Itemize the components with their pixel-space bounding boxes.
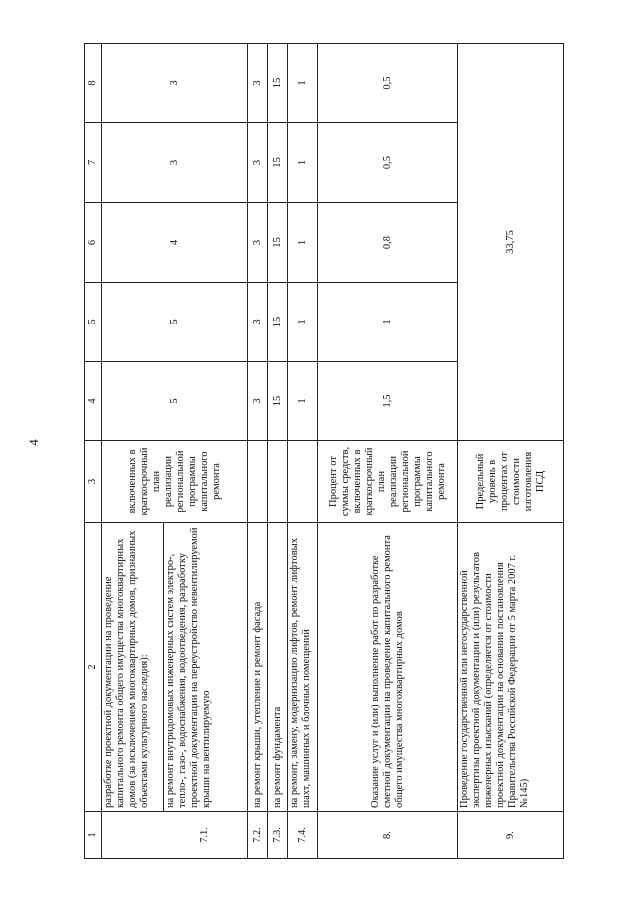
table-row <box>248 44 268 859</box>
row-number: 7.3. <box>268 812 288 859</box>
row-description: на ремонт, замену, модернизацию лифтов, ремонт лифтовых шахт, машинных и блочных помещений <box>288 523 318 812</box>
row-description: на ремонт фундамента <box>268 523 288 812</box>
value-cell: 1,5 <box>318 362 458 441</box>
row-unit: Процент от суммы средств, включенных в краткосрочный план реализации региональной программы капитального ремонта <box>318 441 458 523</box>
column-header: 8 <box>85 44 102 123</box>
value-cell: 3 <box>248 44 268 123</box>
row-number: 8. <box>318 812 458 859</box>
row-number: 7.1. <box>164 812 248 859</box>
value-cell: 15 <box>268 362 288 441</box>
row-description: Оказание услуг и (или) выполнение работ по разработке сметной документации на проведение капитального ремонта общего имущества многоквартирных домов <box>318 523 458 812</box>
table-row <box>458 44 564 859</box>
row-description: разработке проектной документации на проведение капитального ремонта общего имущества многоквартирных домов (за исключением многоквартирных домов, признанных объектами культурного наследия): <box>102 523 164 812</box>
value-cell: 4 <box>102 203 248 283</box>
tariff-table <box>84 43 564 859</box>
table-row <box>288 44 318 859</box>
column-header: 2 <box>85 523 102 812</box>
value-cell: 33,75 <box>458 44 564 441</box>
value-cell: 15 <box>268 283 288 362</box>
value-cell: 1 <box>318 283 458 362</box>
value-cell: 15 <box>268 44 288 123</box>
value-cell: 1 <box>288 362 318 441</box>
value-cell: 3 <box>248 123 268 203</box>
row-number: 7.4. <box>288 812 318 859</box>
row-unit: включенных в краткосрочный план реализации региональной программы капитального ремонта <box>102 441 248 523</box>
value-cell: 15 <box>268 203 288 283</box>
row-number <box>102 812 164 859</box>
row-number: 9. <box>458 812 564 859</box>
rotated-table-container <box>84 44 562 859</box>
column-header: 3 <box>85 441 102 523</box>
value-cell: 3 <box>102 123 248 203</box>
row-description: на ремонт внутридомовых инженерных систем электро-, тепло-, газо-, водоснабжения, водоотведения, разработку проектной документации на переустройство невентилируемой крыши на вентилируемую <box>164 523 248 812</box>
row-number: 7.2. <box>248 812 268 859</box>
row-unit <box>288 441 318 523</box>
row-unit <box>248 441 268 523</box>
column-header: 7 <box>85 123 102 203</box>
value-cell: 3 <box>248 203 268 283</box>
header-row <box>85 44 102 859</box>
value-cell: 1 <box>288 203 318 283</box>
row-unit: Предельный уровень в процентах от стоимости изготовления ПСД <box>458 441 564 523</box>
value-cell: 3 <box>102 44 248 123</box>
value-cell: 1 <box>288 123 318 203</box>
column-header: 6 <box>85 203 102 283</box>
row-description: на ремонт крыши, утепление и ремонт фасада <box>248 523 268 812</box>
value-cell: 5 <box>102 283 248 362</box>
value-cell: 1 <box>288 283 318 362</box>
table-row <box>268 44 288 859</box>
value-cell: 5 <box>102 362 248 441</box>
value-cell: 0,5 <box>318 123 458 203</box>
column-header: 5 <box>85 283 102 362</box>
page-number: 4 <box>25 439 41 446</box>
row-unit <box>268 441 288 523</box>
value-cell: 3 <box>248 283 268 362</box>
value-cell: 1 <box>288 44 318 123</box>
value-cell: 0,5 <box>318 44 458 123</box>
value-cell: 15 <box>268 123 288 203</box>
column-header: 1 <box>85 812 102 859</box>
table-row <box>318 44 458 859</box>
row-description: Проведение государственной или негосударственной экспертизы проектной документации и (или) результатов инженерных изысканий (определяется от стоимости проектной документации на основании постановления Правительства Российской Федерации от 5 марта 2007 г. №145) <box>458 523 564 812</box>
value-cell: 3 <box>248 362 268 441</box>
value-cell: 0,8 <box>318 203 458 283</box>
table-row <box>102 44 164 859</box>
column-header: 4 <box>85 362 102 441</box>
